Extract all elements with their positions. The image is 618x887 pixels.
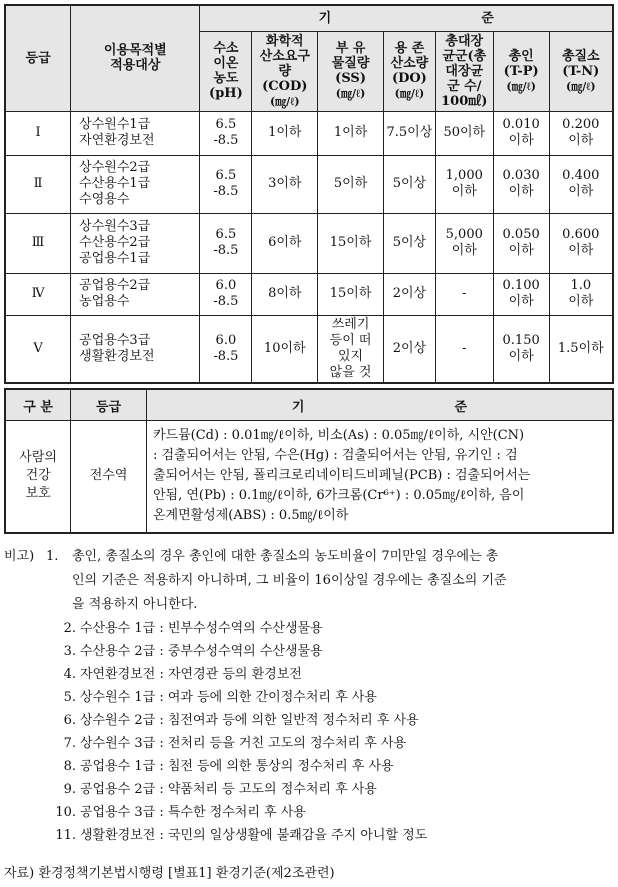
category-cell: 사람의 건강 보호 [5,421,71,533]
health-protection-standards-table [4,388,614,534]
notes-section [4,545,614,847]
criteria-cell: 카드뮴(Cd) : 0.01㎎/ℓ이하, 비소(As) : 0.05㎎/ℓ이하, 시안(CN) : 검출되어서는 안됨, 수은(Hg) : 검출되어서는 안됨, 유기인 : 검 출되어서는 안됨, 폴리크로리네이티드비페닐(PCB) : 검출되어서는 안됨, 연(Pb) : 0.1㎎/ℓ이하, 6가크롬(Cr⁶⁺) : 0.05㎎/ℓ이하, 음이 온계면활성제(ABS) : 0.5㎎/ℓ이하 [146,421,613,533]
header-ph: 수소 이온 농도 (pH) [200,31,252,111]
note-item: 6. 상수원수 2급 : 침전여과 등에 의한 일반적 정수처리 후 사용 [63,713,419,728]
note-item: 11. 생활환경보전 : 국민의 일상생활에 불쾌감을 주지 아니할 정도 [55,828,428,843]
header-do: 용 존 산소량 (DO) (㎎/ℓ) [383,31,435,111]
grade-cell: 전수역 [71,421,147,533]
table-row-grade-2: Ⅱ 상수원수2급 수산용수1급 수영용수 6.5 -8.5 3이하 5이하 5이상 1,000 이하 0.030 이하 0.400 이하 [5,155,613,213]
note-item: 5. 상수원수 1급 : 여과 등에 의한 간이정수처리 후 사용 [63,690,377,705]
note-item: 10. 공업용수 3급 : 특수한 정수처리 후 사용 [55,805,306,820]
note-item: 7. 상수원수 3급 : 전처리 등을 거친 고도의 정수처리 후 사용 [63,736,407,751]
header-grade: 등급 [5,5,71,111]
note-item: 8. 공업용수 1급 : 침전 등에 의한 통상의 정수처리 후 사용 [63,759,394,774]
header-ss: 부 유 물질량 (SS) (㎎/ℓ) [318,31,384,111]
header-tn: 총질소 (T-N) (㎎/ℓ) [549,31,613,111]
table-row-grade-4: Ⅳ 공업용수2급 농업용수 6.0 -8.5 8이하 15이하 2이상 - 0.100 이하 1.0 이하 [5,273,613,315]
table-row-grade-3: Ⅲ 상수원수3급 수산용수2급 공업용수1급 6.5 -8.5 6이하 15이하 5이상 5,000 이하 0.050 이하 0.600 이하 [5,213,613,273]
header-criteria: 기 준 [200,5,613,31]
header-category: 구 분 [5,389,71,421]
note-item: 9. 공업용수 2급 : 약품처리 등 고도의 정수처리 후 사용 [63,782,377,797]
note-item: 4. 자연환경보전 : 자연경관 등의 환경보전 [63,667,302,682]
table-row-grade-5: Ⅴ 공업용수3급 생활환경보전 6.0 -8.5 10이하 쓰레기 등이 떠 있지 않을 것 2이상 - 0.150 이하 1.5이하 [5,315,613,383]
source-note: 자료) 환경정책기본법시행령 [별표1] 환경기준(제2조관련) [4,866,335,881]
water-quality-standards-table [4,4,614,384]
header-tp: 총인 (T-P) (㎎/ℓ) [493,31,549,111]
table-row-grade-1: Ⅰ 상수원수1급 자연환경보전 6.5 -8.5 1이하 1이하 7.5이상 50이하 0.010 이하 0.200 이하 [5,111,613,155]
table-row-health [5,421,613,533]
header-coliform: 총대장 균군(총 대장균 군 수/ 100㎖) [435,31,493,111]
header-use: 이용목적별 적용대상 [71,5,200,111]
header-grade-2: 등급 [71,389,147,421]
note-item: 3. 수산용수 2급 : 중부수성수역의 수산생물용 [63,644,323,659]
note-item: 비고) 1. 총인, 총질소의 경우 총인에 대한 총질소의 농도비율이 7미만일 경우에는 총 인의 기준은 적용하지 아니하며, 그 비율이 16이상일 경우에는 총질소의 기준 을 적용하지 아니한다. [4,545,614,617]
note-item: 2. 수산용수 1급 : 빈부수성수역의 수산생물용 [63,621,323,636]
header-criteria-2: 기 준 [146,389,613,421]
notes-prefix: 비고) [4,549,35,564]
header-cod: 화학적 산소요구 량 (COD) (㎎/ℓ) [252,31,318,111]
